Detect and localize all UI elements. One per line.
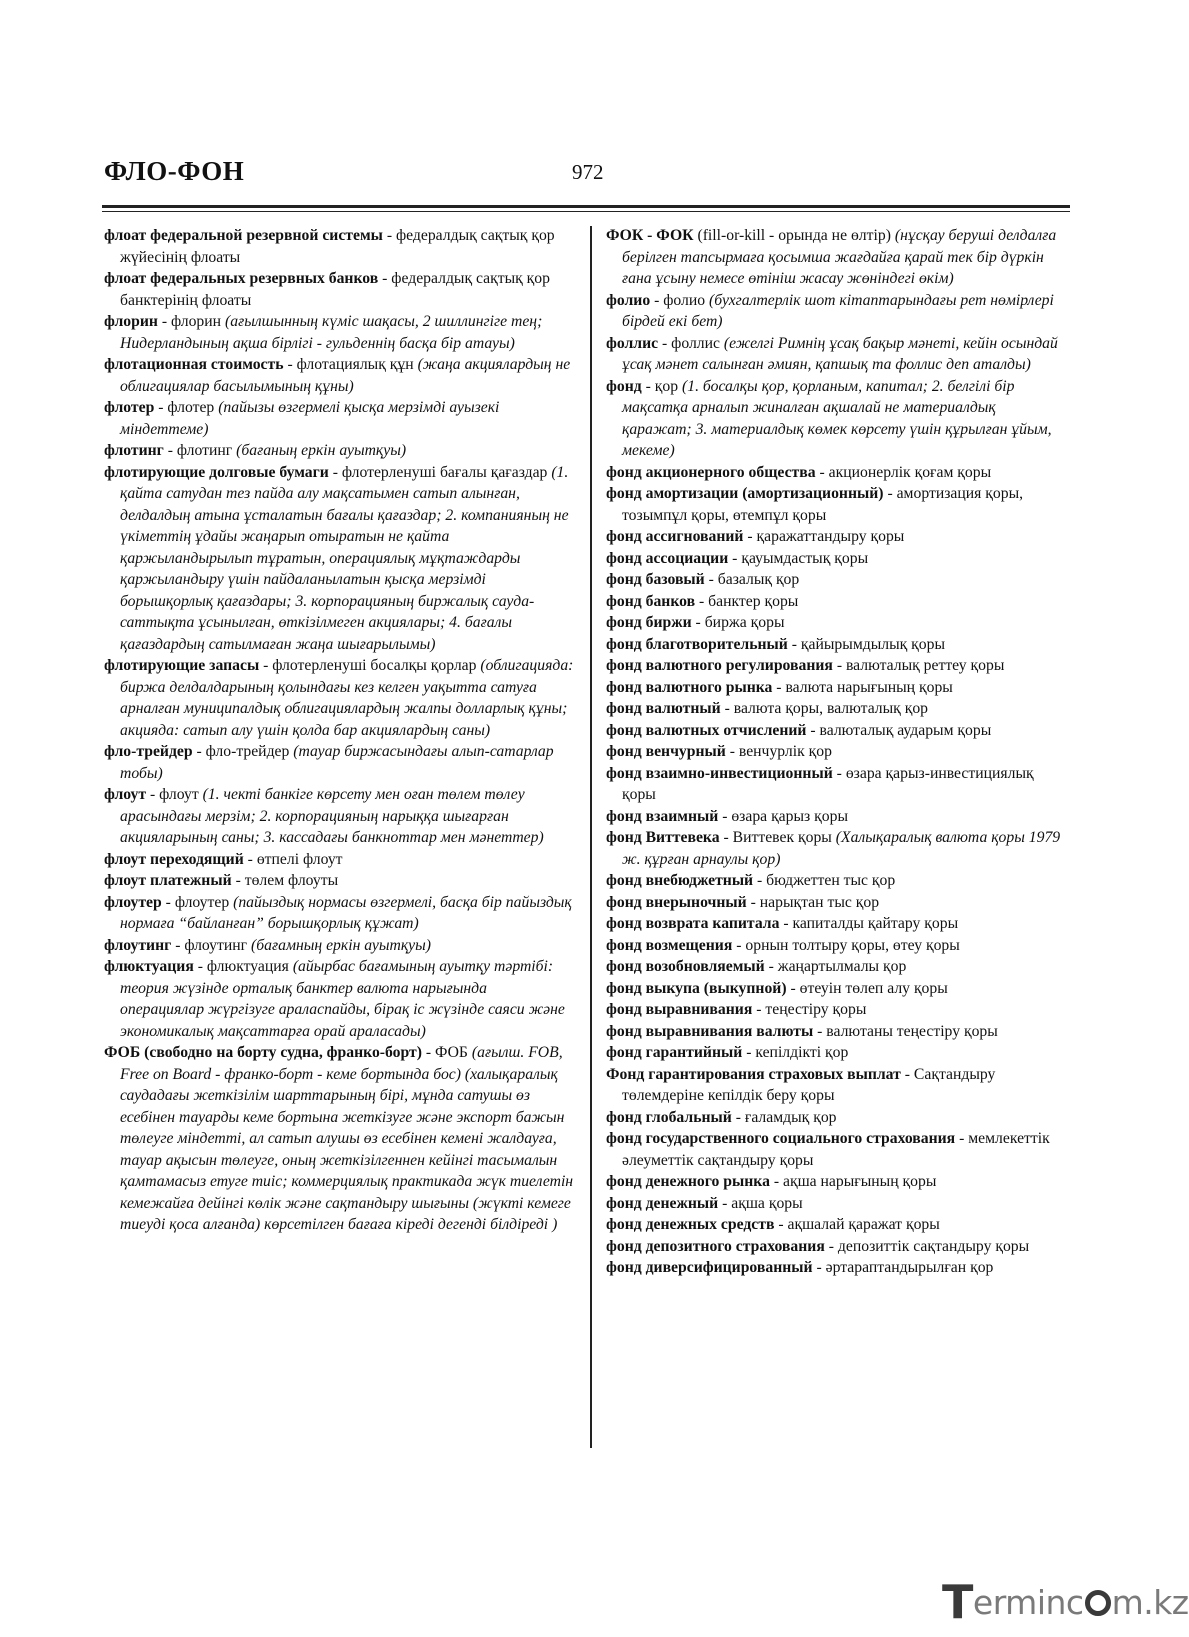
entry-term: фонд базовый (606, 571, 705, 588)
entry-translation: - қауымдастық қоры (728, 549, 869, 567)
header-rule-thin (102, 211, 1070, 212)
dictionary-entry (104, 462, 574, 656)
entry-translation: - валюта нарығының қоры (772, 678, 953, 696)
entry-term: фолио (606, 291, 651, 309)
dictionary-entry (606, 1236, 1066, 1258)
entry-translation: - федералдық сақтық қор банктерінің флоаты (120, 270, 550, 309)
entry-term: фонд внебюджетный (606, 872, 754, 889)
entry-translation: - фоллис (658, 334, 724, 352)
dictionary-entry (606, 827, 1066, 870)
entry-translation: - базалық қор (704, 571, 800, 588)
dictionary-entry (606, 1107, 1066, 1129)
entry-translation: - мемлекеттік әлеуметтік сақтандыру қоры (622, 1130, 1050, 1169)
dictionary-entry (606, 225, 1066, 290)
entry-term: флоутер (104, 893, 162, 911)
dictionary-entry (606, 1128, 1066, 1171)
dictionary-entry (606, 1064, 1066, 1107)
entry-translation: - флорин (157, 313, 225, 330)
entry-note: (1. чекті банкіге көрсету мен оған төлем төлеу арасындағы мерзім; 2. корпорацияның нарыққа шығарған акцияларының саны; 3. кассадағы банкноттар мен мәнеттер) (120, 786, 544, 846)
termincom-watermark: Terminc m.kz (942, 1575, 1189, 1629)
entry-term: фонд валютный (606, 700, 721, 717)
dictionary-entry (606, 999, 1066, 1021)
entry-translation: - қайырымдылық қоры (787, 635, 946, 653)
entry-term: фонд гарантийный (606, 1044, 743, 1061)
entry-term: фонд денежного рынка (606, 1173, 770, 1190)
entry-term: фонд выравнивания валюты (606, 1022, 814, 1040)
entry-translation: - ақша нарығының қоры (769, 1173, 937, 1190)
entry-note: (ағылшынның күміс шақасы, 2 шиллингіге тең; Нидерландының ақша бірлігі - гульденнің басқа бір атауы) (120, 313, 543, 352)
entry-term: фонд ассоциации (606, 549, 729, 567)
entry-term: флотинг (104, 442, 164, 459)
dictionary-entry (606, 1214, 1066, 1236)
entry-translation: - валюталық аударым қоры (806, 721, 992, 739)
dictionary-entry (104, 849, 574, 871)
entry-translation: - акционерлік қоғам қоры (815, 463, 992, 481)
entry-translation: - Виттевек қоры (719, 829, 836, 846)
entry-note: (нұсқау беруші делдалға берілген тапсырмаға қосымша жағдайға қарай тек бір дүркін ғана ұсыну немесе өтініш жасау жөніндегі өкім) (622, 227, 1057, 287)
dictionary-entry (606, 462, 1066, 484)
entry-translation: - ақшалай қаражат қоры (774, 1216, 940, 1233)
entry-translation: - флотерленуші босалқы қорлар (259, 657, 481, 674)
entry-translation: - кепілдікті қор (742, 1044, 849, 1061)
dictionary-entry (606, 333, 1066, 376)
dictionary-entry (606, 483, 1066, 526)
entry-translation: - валюталық реттеу қоры (832, 657, 1005, 674)
entry-term: флотирующие долговые бумаги (104, 463, 329, 481)
dictionary-entry (104, 268, 574, 311)
entry-term: фонд Виттевека (606, 829, 720, 846)
entry-note: (пайызы өзгермелі қысқа мерзімді ауызекі міндеттеме) (120, 399, 500, 438)
dictionary-entry (606, 913, 1066, 935)
entry-translation: - өтпелі флоут (243, 850, 343, 868)
dictionary-entry (104, 870, 574, 892)
entry-term: фонд акционерного общества (606, 463, 816, 481)
entry-term: флоут (104, 786, 147, 803)
dictionary-entry (606, 763, 1066, 806)
running-head-title: ФЛО-ФОН (104, 156, 245, 186)
entry-term: фонд банков (606, 592, 696, 610)
entry-translation: - флотерленуші бағалы қағаздар (328, 463, 552, 481)
dictionary-entry (606, 655, 1066, 677)
entry-translation: - биржа қоры (691, 614, 785, 631)
entry-term: фонд выравнивания (606, 1001, 753, 1018)
dictionary-entry (104, 784, 574, 849)
entry-term: фонд государственного социального страхования (606, 1130, 956, 1147)
entry-term: фонд выкупа (выкупной) (606, 979, 787, 997)
entry-term: флоут платежный (104, 872, 232, 889)
entry-translation: - ақша қоры (718, 1194, 803, 1212)
header-rule-thick (102, 205, 1070, 208)
entry-term: ФОК - ФОК (606, 227, 694, 244)
entry-translation: - валюта қоры, валюталық қор (720, 700, 929, 717)
entry-term: фло-трейдер (104, 743, 193, 760)
dictionary-entry (104, 397, 574, 440)
entry-note: (1. босалқы қор, қорланым, капитал; 2. белгілі бір мақсатқа арналып жиналған ақшалай не материалдық қаражат; 3. материалдық көмек көрсету үшін құрылған ұйым, мекеме) (622, 377, 1052, 459)
dictionary-entry (606, 677, 1066, 699)
dictionary-entry (606, 741, 1066, 763)
entry-translation: - қаражаттандыру қоры (743, 528, 905, 545)
dictionary-entry (606, 870, 1066, 892)
dictionary-entry (606, 892, 1066, 914)
entry-term: флотер (104, 399, 155, 416)
right-column (606, 225, 1066, 1279)
entry-term: фонд валютного рынка (606, 678, 773, 696)
dictionary-entry (104, 440, 574, 462)
entry-term: фонд глобальный (606, 1108, 732, 1126)
entry-note: (ежелгі Римнің ұсақ бақыр мәнеті, кейін осындай ұсақ мәнет салынған әмиян, қапшық та фоллис деп аталды) (622, 334, 1058, 373)
entry-term: фонд ассигнований (606, 528, 744, 545)
entry-term: фонд биржи (606, 614, 692, 631)
entry-translation: - флотациялық құн (283, 356, 418, 373)
entry-term: фонд амортизации (амортизационный) (606, 485, 884, 502)
entry-translation: - амортизация қоры, тозымпұл қоры, өтемпұл қоры (622, 485, 1024, 524)
entry-term: флотирующие запасы (104, 657, 260, 674)
entry-term: фонд венчурный (606, 743, 726, 760)
entry-term: фонд возмещения (606, 936, 733, 954)
entry-translation: - капиталды қайтару қоры (779, 915, 959, 932)
entry-translation: - Сақтандыру төлемдеріне кепілдік беру қоры (622, 1065, 996, 1104)
entry-note: (пайыздық нормасы өзгермелі, басқа бір пайыздық нормаға “байланған” борышқорлық құжат) (120, 893, 572, 932)
dictionary-entry (606, 978, 1066, 1000)
entry-term: фонд (606, 377, 642, 395)
entry-translation: - жаңартылмалы қор (764, 958, 907, 975)
entry-note: (жаңа акциялардың не облигациялар басылымының құны) (120, 356, 571, 395)
dictionary-entry (606, 1171, 1066, 1193)
entry-term: Фонд гарантирования страховых выплат (606, 1065, 901, 1083)
dictionary-entry (606, 290, 1066, 333)
entry-term: фонд валютного регулирования (606, 657, 833, 674)
dictionary-entry (104, 935, 574, 957)
entry-term: флоат федеральных резервных банков (104, 270, 379, 287)
entry-translation: - теңестіру қоры (752, 1001, 867, 1018)
entry-translation: - валютаны теңестіру қоры (813, 1022, 998, 1040)
dictionary-entry (104, 1042, 574, 1236)
dictionary-entry (606, 1021, 1066, 1043)
entry-term: фонд возобновляемый (606, 958, 765, 975)
entry-translation: - әртараптандырылған қор (812, 1259, 994, 1276)
dictionary-entry (104, 741, 574, 784)
dictionary-entry (104, 655, 574, 741)
entry-term: флотационная стоимость (104, 356, 284, 373)
entry-translation: - ғаламдық қор (731, 1108, 837, 1126)
entry-translation: - нарықтан тыс қор (746, 893, 880, 911)
entry-note: (Халықаралық валюта қоры 1979 ж. құрған арнаулы қор) (622, 829, 1061, 868)
dictionary-entry (606, 1042, 1066, 1064)
dictionary-entry (606, 956, 1066, 978)
entry-translation: - флоутинг (171, 936, 252, 954)
entry-term: фонд депозитного страхования (606, 1237, 825, 1255)
entry-translation: - федералдық сақтық қор жүйесінің флоаты (120, 227, 555, 266)
entry-term: флоут переходящий (104, 850, 244, 868)
entry-translation: - банктер қоры (695, 592, 799, 610)
entry-term: фонд денежный (606, 1194, 719, 1212)
dictionary-entry (606, 376, 1066, 462)
entry-term: фонд денежных средств (606, 1216, 775, 1233)
entry-term: фонд валютных отчислений (606, 721, 807, 739)
dictionary-entry (606, 1257, 1066, 1279)
entry-translation: - қор (641, 377, 682, 395)
entry-note: (бағаның еркін ауытқуы) (236, 442, 407, 459)
entry-term: фонд возврата капитала (606, 915, 780, 932)
dictionary-entry (104, 892, 574, 935)
left-column (104, 225, 574, 1236)
entry-translation: - өзара қарыз-инвестициялық қоры (622, 764, 1034, 803)
dictionary-entry (606, 526, 1066, 548)
dictionary-entry (606, 806, 1066, 828)
entry-translation: - өзара қарыз қоры (718, 807, 849, 825)
dictionary-entry (606, 591, 1066, 613)
dictionary-entry (606, 935, 1066, 957)
entry-term: фонд благотворительный (606, 635, 788, 653)
entry-translation: - флотинг (163, 442, 237, 459)
dictionary-entry (606, 634, 1066, 656)
entry-translation: - депозиттік сақтандыру қоры (824, 1237, 1030, 1255)
entry-term: фоллис (606, 334, 659, 352)
entry-translation: - венчурлік қор (725, 743, 832, 760)
dictionary-entry (606, 548, 1066, 570)
entry-term: флоат федеральной резервной системы (104, 227, 383, 244)
entry-translation: - флотер (154, 399, 219, 416)
dictionary-entry (606, 569, 1066, 591)
entry-translation: - фолио (650, 291, 710, 309)
entry-term: фонд взаимный (606, 807, 719, 825)
entry-translation: (fill-or-kill - орында не өлтір) (693, 227, 895, 244)
entry-translation: - флоут (146, 786, 203, 803)
entry-note: (облигацияда: биржа делдалдарының қолындағы кез келген уақытта сатуға арналған муниципалдық облигациялардың жалпы долларлық құны; акцияда: сатып алу үшін қолда бар акциялардың саны) (120, 657, 574, 739)
entry-note: (бухгалтерлік шот кітаптарындағы рет нөмірлері бірдей екі бет) (622, 291, 1054, 330)
entry-term: фонд внерыночный (606, 893, 747, 911)
dictionary-entry (104, 311, 574, 354)
entry-term: фонд диверсифицированный (606, 1259, 813, 1276)
entry-translation: - орнын толтыру қоры, өтеу қоры (732, 936, 960, 954)
entry-term: флюктуация (104, 958, 194, 975)
dictionary-entry (606, 612, 1066, 634)
entry-translation: - төлем флоуты (231, 872, 339, 889)
entry-translation: - фло-трейдер (192, 743, 294, 760)
entry-note: (ағылш. FOB, Free on Board - франко-борт - кеме бортында бос) (халықаралық саудадағы жеткізілім шарттарының бірі, мұнда сатушы өз есебінен тауарды кеме бортына жеткізуге және экспорт бажын төлеуге міндетті, ал сатып алушы өз есебінен кемені жалдауға, тауар ақысын төлеуге, оның жеткізілгеннен кейінгі тасымалын қамтамасыз етуге тиіс; коммерциялық практикада жүк тиелетін кемежайға дейінгі көлік және сақтандыру шығыны (жүкті кемеге тиеуді қоса алғанда) көрсетілген бағаға кіреді дегенді білдіреді ) (120, 1044, 574, 1233)
dictionary-entry (104, 225, 574, 268)
entry-note: (бағамның еркін ауытқуы) (251, 936, 431, 954)
entry-translation: - флоутер (161, 893, 234, 911)
entry-note: (тауар биржасындағы алып-сатарлар тобы) (120, 743, 554, 782)
column-divider (590, 226, 592, 1448)
entry-translation: - бюджеттен тыс қор (753, 872, 896, 889)
entry-term: флоутинг (104, 936, 172, 954)
entry-term: флорин (104, 313, 158, 330)
page-number: 972 (572, 160, 604, 184)
entry-translation: - өтеуін төлеп алу қоры (786, 979, 948, 997)
dictionary-entry (606, 698, 1066, 720)
entry-note: (1. қайта сатудан тез пайда алу мақсатымен сатып алынған, делдалдың атына ұсталатын бағалы қағаздар; 2. компанияның не үкіметтің ұдайы жаңарып отыратын не қайта қаржыландырылып тұратын, операциялық мұқтаждарды қаржыландыру үшін пайдаланылатын қысқа мерзімді борышқорлық қағаздары; 3. корпорацияның биржалық сауда-саттықта ұсынылған, өткізілмеген акциялары; 4. бағалы қағаздардың сатылмаған жаңа шығарылымы) (120, 463, 569, 653)
entry-translation: - флюктуация (193, 958, 293, 975)
dictionary-entry (104, 354, 574, 397)
entry-term: ФОБ (свободно на борту судна, франко-борт) (104, 1044, 422, 1061)
dictionary-entry (606, 1193, 1066, 1215)
entry-note: (айырбас бағамының ауытқу тәртібі: теория жүзінде орталық банктер валюта нарығында операциялар жүргізуге араласпайды, бірақ іс жүзінде саяси және экономикалық мақсаттарға орай араласады) (120, 958, 565, 1040)
entry-term: фонд взаимно-инвестиционный (606, 764, 833, 782)
entry-translation: - ФОБ (421, 1044, 472, 1061)
dictionary-entry (104, 956, 574, 1042)
dictionary-entry (606, 720, 1066, 742)
